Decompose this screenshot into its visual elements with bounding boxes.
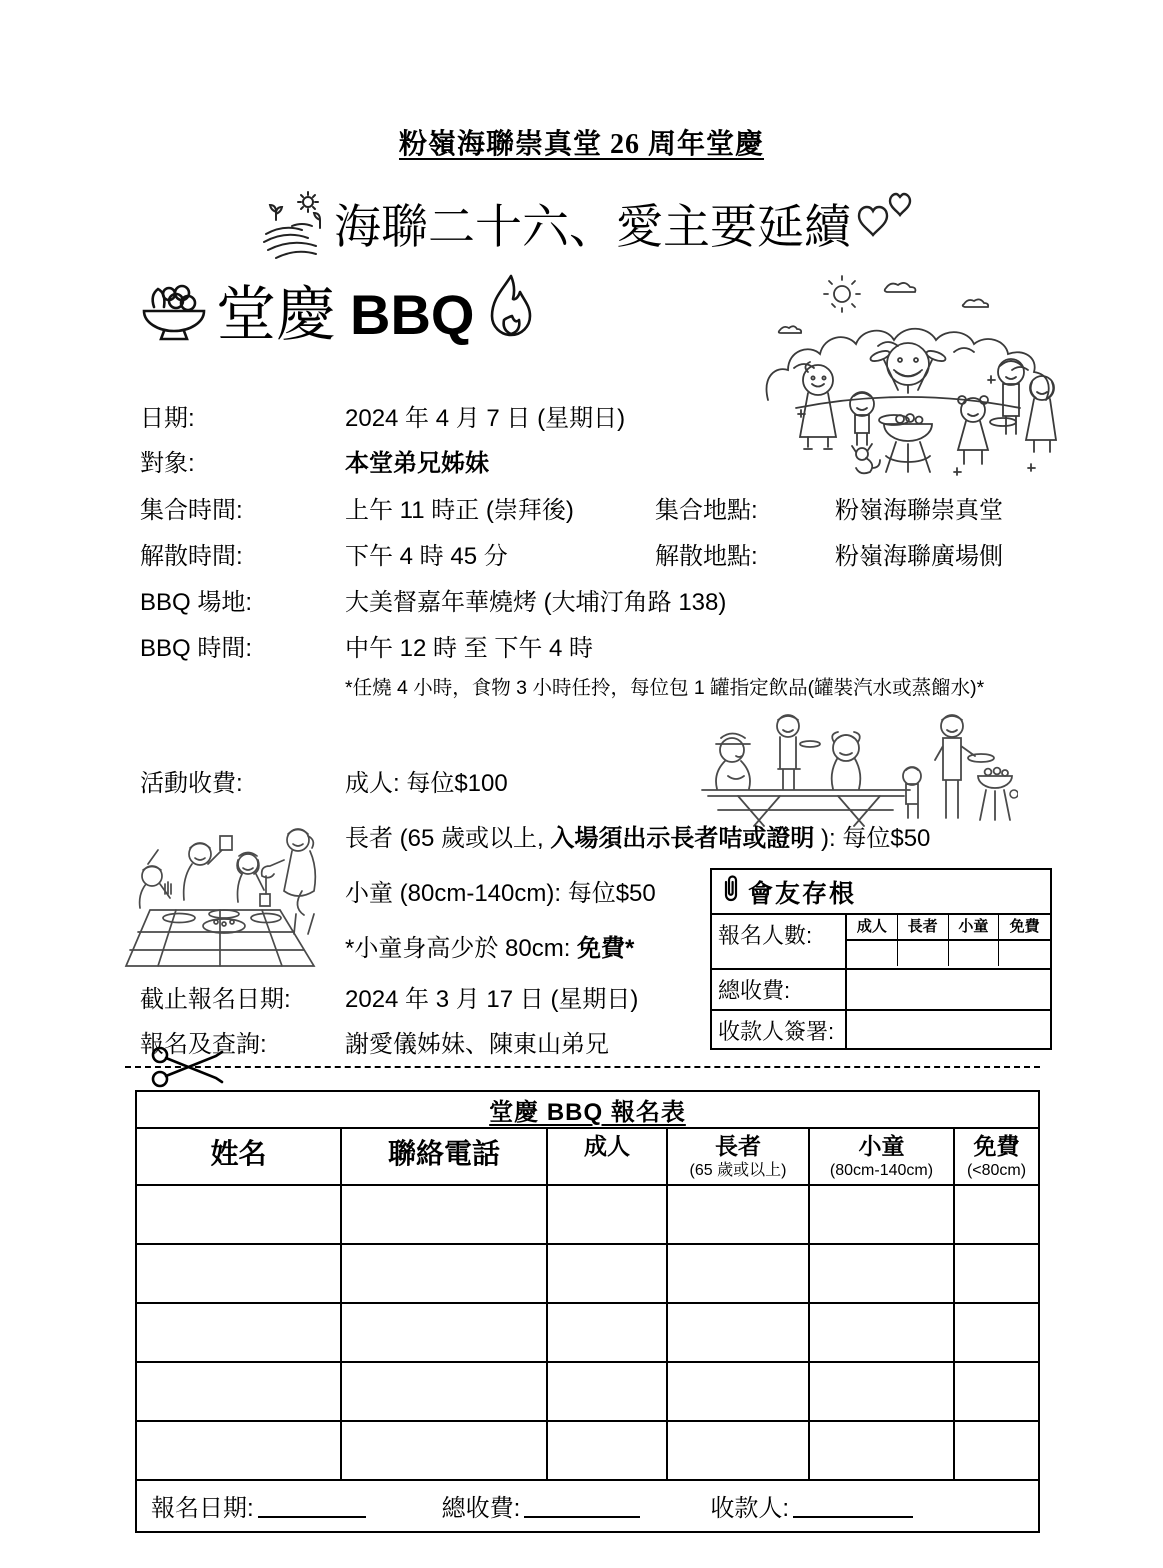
page-title: 粉嶺海聯崇真堂 26 周年堂慶 [398,129,764,160]
stub-count-grid [847,915,1050,968]
empty-cell[interactable] [955,1363,1038,1420]
scissors-icon [150,1046,226,1093]
stub-signature-label: 收款人簽署: [712,1011,847,1050]
col-elder: 長者 (65 歲或以上) [668,1129,810,1184]
empty-cell[interactable] [137,1186,342,1243]
fee-free-suffix: * [625,935,635,962]
fee-free-prefix: *小童身高少於 80cm: [345,935,578,962]
empty-cell[interactable] [668,1304,810,1361]
date-line [140,398,1120,432]
stub-signature-row [712,1009,1050,1050]
table-row [137,1304,1038,1363]
empty-cell[interactable] [548,1363,668,1420]
empty-cell[interactable] [342,1186,548,1243]
empty-cell[interactable] [668,1422,810,1479]
col-free: 免費 (<80cm) [966,1133,1027,1179]
target-label: 對象: [140,450,195,477]
empty-cell[interactable] [342,1245,548,1302]
deadline-value: 2024 年 3 月 17 日 (星期日) [345,986,639,1013]
form-header-row [137,1129,1038,1186]
stub-count-cell-adult[interactable] [847,941,898,966]
empty-cell[interactable] [955,1186,1038,1243]
date-label: 日期: [140,405,195,432]
footer-payee-blank[interactable] [793,1494,913,1518]
hearts-icon [855,185,913,246]
empty-cell[interactable] [137,1363,342,1420]
empty-cell[interactable] [342,1422,548,1479]
family-dinner-illustration [124,814,340,974]
gather-line [140,490,1120,524]
fee-elder-prefix: 長者 (65 歲或以上, [345,825,551,852]
fee-elder-bold: 入場須出示長者咭或證明 [550,825,815,852]
empty-cell[interactable] [548,1304,668,1361]
signup-table-body [137,1186,1038,1481]
signup-form-table [135,1090,1040,1533]
empty-cell[interactable] [137,1245,342,1302]
stub-col-free: 免費 [999,915,1050,941]
fee-label: 活動收費: [140,770,243,797]
theme-text: 海聯二十六、愛主要延續 [334,202,851,255]
gather-time-value: 上午 11 時正 (崇拜後) [345,497,574,524]
fee-line [140,763,1120,797]
theme-line [262,190,913,267]
col-adult: 成人 [548,1129,668,1184]
empty-cell[interactable] [955,1422,1038,1479]
empty-cell[interactable] [810,1245,955,1302]
empty-cell[interactable] [955,1304,1038,1361]
contact-value: 謝愛儀姊妹、陳東山弟兄 [345,1031,609,1058]
col-child: 小童 (80cm-140cm) [810,1129,955,1184]
dismiss-line [140,536,1120,570]
stub-count-cell-child[interactable] [949,941,1000,966]
stub-count-row [712,915,1050,968]
event-title [138,280,536,349]
empty-cell[interactable] [810,1363,955,1420]
footer-payee-label: 收款人: [710,1495,790,1523]
empty-cell[interactable] [668,1245,810,1302]
cut-line [125,1066,1040,1068]
venue-line [140,582,1120,616]
fee-adult: 成人: 每位$100 [345,770,508,797]
stub-total-cell[interactable] [847,970,1050,1009]
empty-cell[interactable] [668,1186,810,1243]
stub-col-child: 小童 [949,915,1000,941]
empty-cell[interactable] [668,1363,810,1420]
empty-cell[interactable] [810,1186,955,1243]
bbq-time-label: BBQ 時間: [140,635,253,662]
dismiss-time-value: 下午 4 時 45 分 [345,543,508,570]
stub-count-label: 報名人數: [712,915,847,968]
empty-cell[interactable] [810,1304,955,1361]
member-stub-box [710,868,1052,1050]
empty-cell[interactable] [342,1363,548,1420]
flame-icon [484,272,536,349]
empty-cell[interactable] [810,1422,955,1479]
field-sun-icon [262,190,334,267]
empty-cell[interactable] [548,1422,668,1479]
dismiss-time-label: 解散時間: [140,543,243,570]
deadline-label: 截止報名日期: [140,986,291,1013]
gather-place-label: 集合地點: [655,497,758,524]
footer-total-blank[interactable] [524,1494,640,1518]
table-row [137,1245,1038,1304]
footer-date-label: 報名日期: [151,1495,254,1523]
stub-count-cell-free[interactable] [999,941,1050,966]
venue-label: BBQ 場地: [140,589,253,616]
gather-place-value: 粉嶺海聯崇真堂 [835,497,1003,524]
fee-elder-suffix: ): 每位$50 [814,825,931,852]
table-row [137,1363,1038,1422]
stub-col-adult: 成人 [847,915,898,941]
empty-cell[interactable] [548,1245,668,1302]
col-name: 姓名 [137,1129,342,1184]
fee-free-bold: 免費 [577,935,626,962]
stub-header [712,870,1050,915]
stub-col-elder: 長者 [898,915,949,941]
form-title: 堂慶 BBQ 報名表 [489,1099,686,1126]
fee-child: 小童 (80cm-140cm): 每位$50 [345,880,656,907]
fee-elder [345,818,930,853]
empty-cell[interactable] [955,1245,1038,1302]
bbq-time-value: 中午 12 時 至 下午 4 時 [345,635,594,662]
stub-count-cell-elder[interactable] [898,941,949,966]
gather-time-label: 集合時間: [140,497,243,524]
paperclip-icon [722,874,740,909]
empty-cell[interactable] [548,1186,668,1243]
venue-value: 大美督嘉年華燒烤 (大埔汀角路 138) [345,589,727,616]
footer-date-blank[interactable] [258,1494,366,1518]
table-row [137,1422,1038,1481]
stub-total-label: 總收費: [712,970,847,1009]
empty-cell[interactable] [342,1304,548,1361]
event-title-en: BBQ [350,282,475,346]
fee-free [345,928,634,963]
dismiss-place-label: 解散地點: [655,543,758,570]
form-footer [137,1481,1038,1531]
fruit-bowl-icon [138,281,210,348]
event-title-cjk: 堂慶 [216,281,336,348]
stub-signature-cell[interactable] [847,1011,1050,1050]
table-row [137,1186,1038,1245]
footer-total-label: 總收費: [441,1495,521,1523]
target-line [140,443,1120,477]
contact-label: 報名及查詢: [140,1031,267,1058]
empty-cell[interactable] [137,1422,342,1479]
bbq-time-line [140,628,1120,662]
form-caption [137,1092,1038,1129]
stub-total-row [712,968,1050,1009]
target-value: 本堂弟兄姊妹 [345,450,489,477]
col-phone: 聯絡電話 [342,1129,548,1184]
stub-title: 會友存根 [748,879,857,908]
date-value: 2024 年 4 月 7 日 (星期日) [345,405,626,432]
dismiss-place-value: 粉嶺海聯廣場側 [835,543,1003,570]
bbq-note: *任燒 4 小時，食物 3 小時任拎，每位包 1 罐指定飲品(罐裝汽水或蒸餾水)* [345,677,985,699]
empty-cell[interactable] [137,1304,342,1361]
